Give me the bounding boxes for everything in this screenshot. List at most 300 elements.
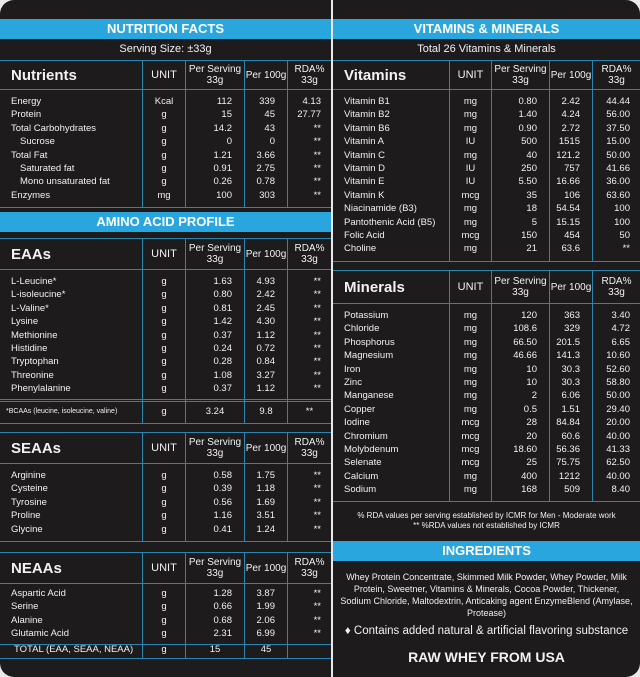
per-100g-cell: 141.3 [556, 350, 580, 362]
per-serving-cell: 66.50 [513, 336, 537, 348]
per-serving-cell: 2 [531, 390, 537, 402]
per-100g-cell: 106 [564, 189, 580, 201]
neaas-table [0, 552, 331, 645]
per-serving-column [186, 400, 245, 423]
per-100g-header: Per 100g [245, 61, 288, 89]
rda-column [288, 270, 331, 401]
rda-cell: 50 [619, 229, 630, 241]
unit-header: UNIT [143, 553, 186, 583]
per-serving-column [186, 584, 245, 644]
rda-cell: 52.60 [606, 363, 630, 375]
per-serving-cell: 10 [526, 363, 537, 375]
name-cell: Total Carbohydrates [11, 122, 97, 134]
rda-cell: ** [313, 588, 321, 599]
per-100g-cell: 329 [564, 323, 580, 335]
per-serving-column [186, 270, 245, 401]
per-serving-cell: 5.50 [518, 176, 537, 188]
unit-cell: mg [463, 390, 478, 402]
rda-column [288, 641, 331, 658]
per-100g-cell: 4.93 [256, 276, 275, 287]
name-cell: Vitamin A [344, 136, 384, 148]
table-title: Nutrients [0, 61, 143, 89]
unit-cell: mg [463, 484, 478, 496]
unit-cell: g [161, 162, 167, 174]
name-cell: Sucrose [20, 136, 55, 148]
per-serving-column [186, 641, 245, 658]
name-column [0, 641, 143, 658]
per-100g-cell: 339 [259, 96, 275, 107]
name-cell: Phenylalanine [11, 383, 71, 395]
rda-header: RDA% 33g [601, 276, 632, 298]
name-cell: L-Leucine* [11, 276, 57, 287]
rda-cell: ** [313, 329, 321, 341]
table-title: NEAAs [0, 553, 143, 583]
per-100g-cell: 2.45 [256, 302, 275, 314]
per-serving-cell: 0.41 [213, 523, 232, 535]
unit-cell: g [161, 614, 167, 626]
per-100g-cell: 0 [269, 136, 275, 148]
name-cell: Proline [11, 510, 41, 522]
per-100g-cell: 9.8 [259, 406, 273, 417]
per-serving-cell: 108.6 [513, 323, 537, 335]
unit-cell: g [161, 276, 167, 287]
per-100g-column [550, 304, 593, 501]
per-serving-cell: 35 [526, 189, 537, 201]
unit-cell: mg [463, 243, 478, 255]
name-cell: Iodine [344, 417, 370, 429]
rda-column [288, 90, 331, 207]
per-serving-cell: 0.28 [213, 356, 232, 368]
table-title: SEAAs [0, 433, 143, 463]
rda-header: RDA% 33g [294, 557, 325, 579]
per-serving-cell: 100 [216, 189, 232, 201]
per-100g-cell: 84.84 [556, 417, 580, 429]
unit-cell: g [161, 329, 167, 341]
per-serving-cell: 0.24 [213, 342, 232, 354]
per-serving-cell: 0.58 [213, 470, 232, 481]
name-column [333, 304, 450, 501]
per-100g-cell: 4.24 [561, 109, 580, 121]
rda-cell: 63.60 [606, 189, 630, 201]
name-cell: *BCAAs (leucine, isoleucine, valine) [6, 408, 118, 415]
unit-cell: mg [157, 189, 171, 201]
per-serving-header: Per Serving 33g [492, 271, 550, 303]
unit-cell: mcg [461, 430, 480, 442]
per-100g-cell: 1.12 [256, 329, 275, 341]
nutrients-table [0, 60, 331, 208]
per-100g-cell: 56.36 [556, 443, 580, 455]
rda-cell: ** [313, 342, 321, 354]
name-cell: Threonine [11, 369, 54, 381]
name-column [333, 90, 450, 261]
rda-cell: ** [313, 601, 321, 613]
table-header [0, 61, 331, 90]
per-100g-cell: 2.06 [256, 614, 275, 626]
unit-cell: mcg [461, 443, 480, 455]
rda-column [288, 464, 331, 541]
unit-cell: g [161, 316, 167, 328]
name-cell: Vitamin C [344, 149, 386, 161]
per-serving-cell: 1.42 [213, 316, 232, 328]
name-cell: Cysteine [11, 483, 48, 495]
per-100g-column [245, 641, 288, 658]
rda-cell: 50.00 [606, 149, 630, 161]
unit-cell: mg [463, 403, 478, 415]
per-100g-column [245, 584, 288, 644]
per-serving-cell: 1.28 [213, 588, 232, 599]
rda-cell: ** [313, 136, 321, 148]
name-cell: Tyrosine [11, 496, 47, 508]
total-row [0, 641, 331, 659]
unit-cell: mg [463, 376, 478, 388]
per-serving-header: Per Serving 33g [186, 433, 245, 463]
rda-cell: ** [313, 302, 321, 314]
unit-cell: mg [463, 203, 478, 215]
name-cell: Molybdenum [344, 443, 399, 455]
unit-column [450, 90, 492, 261]
rda-cell: 15.00 [606, 136, 630, 148]
name-cell: Vitamin D [344, 162, 386, 174]
table-title: Minerals [333, 271, 450, 303]
name-cell: TOTAL (EAA, SEAA, NEAA) [14, 644, 134, 655]
per-100g-cell: 4.30 [256, 316, 275, 328]
flavor-note: ♦ Contains added natural & artificial flavoring substance [344, 625, 629, 637]
per-100g-cell: 1.18 [256, 483, 275, 495]
per-serving-cell: 0.90 [518, 122, 537, 134]
rda-cell: ** [313, 289, 321, 301]
serving-size: Serving Size: ±33g [0, 39, 331, 61]
per-100g-cell: 0.72 [256, 342, 275, 354]
rda-cell: ** [313, 383, 321, 395]
footnote-not-established: ** %RDA values not established by ICMR [413, 521, 560, 530]
per-serving-cell: 120 [521, 310, 537, 321]
rda-cell: 41.66 [606, 162, 630, 174]
per-100g-cell: 54.54 [556, 203, 580, 215]
table-body [0, 90, 331, 207]
per-100g-cell: 75.75 [556, 457, 580, 469]
rda-cell: ** [313, 189, 321, 201]
rda-cell: 10.60 [606, 350, 630, 362]
rda-column [593, 90, 640, 261]
per-100g-cell: 43 [264, 122, 275, 134]
name-cell: Methionine [11, 329, 58, 341]
rda-cell: ** [313, 496, 321, 508]
unit-cell: g [161, 356, 167, 368]
unit-header: UNIT [450, 271, 492, 303]
per-serving-cell: 3.24 [205, 406, 225, 417]
per-serving-cell: 0.66 [213, 601, 232, 613]
name-cell: Glycine [11, 523, 43, 535]
per-100g-cell: 1212 [558, 470, 580, 482]
table-header [0, 239, 331, 270]
name-column [0, 584, 143, 644]
nutrition-facts-title: NUTRITION FACTS [0, 19, 331, 39]
unit-cell: mcg [461, 417, 480, 429]
rda-cell: 37.50 [606, 122, 630, 134]
unit-cell: mg [463, 109, 478, 121]
per-serving-cell: 0.56 [213, 496, 232, 508]
unit-cell: mg [463, 323, 478, 335]
name-cell: Iron [344, 363, 361, 375]
name-cell: Mono unsaturated fat [20, 176, 110, 188]
name-cell: Sodium [344, 484, 377, 496]
unit-cell: g [161, 470, 167, 481]
unit-cell: g [161, 383, 167, 395]
vitamins-minerals-title: VITAMINS & MINERALS [333, 19, 640, 39]
rda-cell: 41.33 [606, 443, 630, 455]
per-100g-cell: 121.2 [556, 149, 580, 161]
per-100g-cell: 15.15 [556, 216, 580, 228]
per-serving-cell: 0.37 [213, 383, 232, 395]
unit-cell: mg [463, 350, 478, 362]
ingredients-title: INGREDIENTS [333, 541, 640, 561]
rda-cell: 36.00 [606, 176, 630, 188]
rda-cell: ** [313, 510, 321, 522]
rda-cell: 4.13 [302, 96, 321, 107]
vitamins-minerals-panel [333, 0, 640, 677]
per-serving-cell: 46.66 [513, 350, 537, 362]
name-cell: Vitamin B6 [344, 122, 390, 134]
per-100g-header: Per 100g [245, 433, 288, 463]
name-cell: Arginine [11, 470, 46, 481]
name-cell: Manganese [344, 390, 394, 402]
per-100g-cell: 16.66 [556, 176, 580, 188]
name-cell: Niacinamide (B3) [344, 203, 417, 215]
table-title: EAAs [0, 239, 143, 269]
unit-cell: mg [463, 149, 478, 161]
rda-cell: ** [313, 176, 321, 188]
per-serving-cell: 0.68 [213, 614, 232, 626]
name-cell: Protein [11, 109, 42, 121]
unit-cell: mg [463, 470, 478, 482]
per-serving-cell: 0.80 [213, 289, 232, 301]
per-100g-cell: 3.87 [256, 588, 275, 599]
per-100g-cell: 1515 [558, 136, 580, 148]
unit-cell: g [161, 109, 167, 121]
per-100g-cell: 1.24 [256, 523, 275, 535]
table-body [0, 464, 331, 541]
name-cell: Alanine [11, 614, 43, 626]
rda-header: RDA% 33g [294, 64, 325, 86]
rda-cell: 44.44 [606, 96, 630, 107]
unit-column [143, 641, 186, 658]
name-cell: Vitamin B2 [344, 109, 390, 121]
per-serving-cell: 5 [531, 216, 537, 228]
per-100g-cell: 2.42 [256, 289, 275, 301]
per-serving-cell: 15 [221, 109, 232, 121]
rda-cell: ** [313, 162, 321, 174]
name-cell: Copper [344, 403, 376, 415]
per-100g-header: Per 100g [245, 239, 288, 269]
unit-column [143, 400, 186, 423]
per-100g-cell: 1.51 [561, 403, 580, 415]
rda-cell: ** [313, 316, 321, 328]
per-100g-cell: 3.51 [256, 510, 275, 522]
unit-cell: g [161, 136, 167, 148]
name-cell: Tryptophan [11, 356, 59, 368]
rda-column [593, 304, 640, 501]
per-serving-cell: 18 [526, 203, 537, 215]
unit-cell: mcg [461, 229, 480, 241]
per-100g-cell: 363 [564, 310, 580, 321]
rda-cell: 100 [614, 216, 630, 228]
unit-header: UNIT [143, 239, 186, 269]
rda-cell: 50.00 [606, 390, 630, 402]
rda-cell: 6.65 [611, 336, 630, 348]
rda-cell: 3.40 [611, 310, 630, 321]
name-cell: Magnesium [344, 350, 394, 362]
unit-header: UNIT [450, 61, 492, 89]
unit-cell: Kcal [154, 96, 174, 107]
per-100g-cell: 1.12 [256, 383, 275, 395]
rda-cell: ** [305, 406, 314, 417]
unit-cell: g [161, 510, 167, 522]
rda-cell: 20.00 [606, 417, 630, 429]
table-body [333, 90, 640, 261]
unit-cell: g [161, 496, 167, 508]
vitamins-table [333, 60, 640, 262]
name-column [0, 90, 143, 207]
rda-cell: ** [313, 483, 321, 495]
rda-cell: 62.50 [606, 457, 630, 469]
table-header [0, 433, 331, 464]
minerals-table [333, 270, 640, 502]
rda-cell: ** [313, 122, 321, 134]
per-serving-cell: 20 [526, 430, 537, 442]
per-100g-cell: 2.72 [561, 122, 580, 134]
name-cell: Phosphorus [344, 336, 395, 348]
origin-label: RAW WHEY FROM USA [408, 649, 565, 665]
per-serving-cell: 1.21 [213, 149, 232, 161]
per-serving-cell: 0.37 [213, 329, 232, 341]
per-serving-header: Per Serving 33g [492, 61, 550, 89]
rda-cell: 100 [614, 203, 630, 215]
rda-cell: 8.40 [611, 484, 630, 496]
name-cell: Energy [11, 96, 42, 107]
per-100g-column [550, 90, 593, 261]
table-body [0, 584, 331, 644]
per-100g-column [245, 400, 288, 423]
name-cell: Total Fat [11, 149, 48, 161]
unit-cell: mg [463, 216, 478, 228]
per-serving-header: Per Serving 33g [186, 239, 245, 269]
rda-cell: 4.72 [611, 323, 630, 335]
per-serving-column [492, 90, 550, 261]
name-column [0, 270, 143, 401]
rda-cell: ** [313, 523, 321, 535]
per-serving-cell: 28 [526, 417, 537, 429]
table-header [333, 271, 640, 304]
unit-cell: g [161, 369, 167, 381]
per-serving-cell: 500 [521, 136, 537, 148]
table-header [333, 61, 640, 90]
per-serving-cell: 112 [216, 96, 232, 107]
name-cell: Folic Acid [344, 229, 385, 241]
per-serving-cell: 21 [526, 243, 537, 255]
rda-header: RDA% 33g [294, 243, 325, 265]
per-100g-cell: 63.6 [561, 243, 580, 255]
unit-cell: g [161, 628, 167, 640]
unit-cell: mcg [461, 457, 480, 469]
rda-cell: ** [313, 470, 321, 481]
rda-cell: 56.00 [606, 109, 630, 121]
per-100g-cell: 2.42 [561, 96, 580, 107]
per-100g-cell: 201.5 [556, 336, 580, 348]
unit-column [450, 304, 492, 501]
unit-cell: mg [463, 96, 478, 107]
unit-cell: g [161, 289, 167, 301]
per-serving-cell: 168 [521, 484, 537, 496]
name-cell: Potassium [344, 310, 389, 321]
unit-header: UNIT [143, 61, 186, 89]
per-100g-header: Per 100g [550, 271, 593, 303]
per-100g-cell: 45 [260, 644, 272, 655]
unit-column [143, 90, 186, 207]
per-100g-cell: 6.06 [561, 390, 580, 402]
per-serving-column [186, 90, 245, 207]
rda-cell: ** [313, 276, 321, 287]
per-serving-column [186, 464, 245, 541]
name-cell: Choline [344, 243, 377, 255]
per-100g-column [245, 270, 288, 401]
name-cell: Lysine [11, 316, 39, 328]
per-100g-cell: 3.27 [256, 369, 275, 381]
per-100g-cell: 0.84 [256, 356, 275, 368]
rda-cell: ** [313, 614, 321, 626]
per-100g-header: Per 100g [550, 61, 593, 89]
unit-cell: g [161, 406, 167, 417]
unit-cell: mg [463, 310, 478, 321]
table-body [0, 270, 331, 401]
per-100g-header: Per 100g [245, 553, 288, 583]
unit-cell: mcg [461, 189, 480, 201]
per-serving-cell: 0.26 [213, 176, 232, 188]
per-serving-cell: 400 [521, 470, 537, 482]
per-100g-cell: 0.78 [256, 176, 275, 188]
per-serving-cell: 14.2 [213, 122, 232, 134]
per-serving-cell: 18.60 [513, 443, 537, 455]
unit-cell: mg [463, 122, 478, 134]
per-serving-cell: 0.39 [213, 483, 232, 495]
name-cell: Histidine [11, 342, 48, 354]
rda-cell: ** [313, 356, 321, 368]
table-body [0, 641, 331, 658]
name-cell: Enzymes [11, 189, 51, 201]
unit-cell: IU [465, 176, 476, 188]
footnote-rda: % RDA values per serving established by ICMR for Men - Moderate work [357, 511, 616, 520]
unit-cell: IU [465, 136, 476, 148]
rda-cell: 27.77 [297, 109, 321, 121]
per-100g-cell: 757 [564, 162, 580, 174]
unit-cell: g [161, 483, 167, 495]
per-serving-cell: 0 [226, 136, 232, 148]
per-100g-cell: 1.99 [256, 601, 275, 613]
per-serving-cell: 2.31 [213, 628, 232, 640]
per-serving-cell: 250 [521, 162, 537, 174]
name-column [0, 400, 143, 423]
rda-column [288, 584, 331, 644]
unit-header: UNIT [143, 433, 186, 463]
per-serving-cell: 0.91 [213, 162, 232, 174]
per-serving-cell: 1.08 [213, 369, 232, 381]
per-100g-cell: 30.3 [561, 363, 580, 375]
unit-cell: g [161, 122, 167, 134]
rda-cell: ** [622, 243, 630, 255]
seaas-table [0, 432, 331, 542]
per-serving-cell: 150 [521, 229, 537, 241]
unit-cell: g [161, 149, 167, 161]
per-100g-cell: 509 [564, 484, 580, 496]
